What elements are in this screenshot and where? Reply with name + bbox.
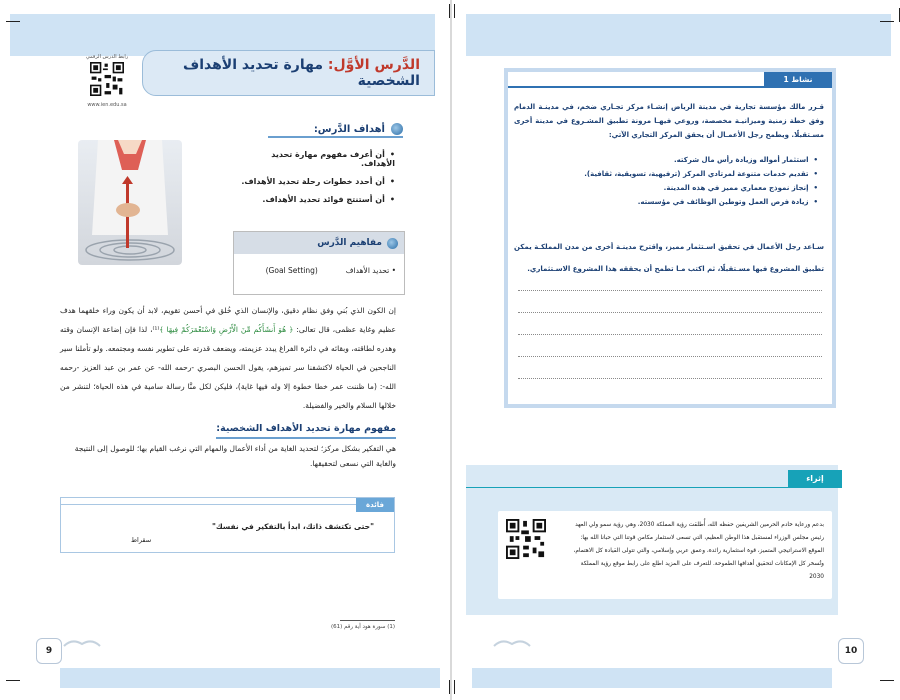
activity-intro: قـرر مالك مؤسسة تجارية في مدينة الرياض إنشـاء مركز تجـاري ضخم، في مدينـة الدمام وفق خطة زمنية وميزانيـة مخصصة، وروعي فيهـا مرونة تطبيق المشـروع في مدينة أخرى مسـتقبلًا. ويطمح رجل الأعمـال أن يحقق المركز التجاري الآتي:	[514, 103, 824, 139]
ministry-watermark-logo-icon	[482, 636, 542, 652]
enrichment-text: بدعم ورعاية خادم الحرمين الشريفين حفظه الله، أُطلقت رؤية المملكة 2030، وهي رؤية سمو ولي العهد رئيس مجلس الوزراء لمستقبل هذا الوطن العظيم، التي تسعى لاستثمار مكامن قوتنا التي حبانا الله بها: الموقع الاستراتيجي المتميز، قوة استثمارية رائدة، وعمق عربي وإسلامي، والتي تتولى القيادة كل الاهتمام، وتُسخر كل الإمكانات لتحقيق أهدافها الطموحة. للتعرف على المزيد اطلع على رابط موقع رؤية المملكة 2030	[573, 522, 824, 580]
ministry-watermark-logo-icon	[52, 636, 112, 652]
lesson-photo	[78, 140, 182, 265]
crop-mark	[454, 4, 468, 18]
activity-task: سـاعد رجل الأعمال في تحقيق اسـتثمار مميز، واقترح مدينـة أخرى من مدن المملكـة يمكن تطبيق المشروع فيها مسـتقبلًا، ثم اكتب مـا تطمح أن يحققه هذا المشروع الاسـتثماري.	[514, 243, 824, 273]
enrichment-body	[498, 511, 832, 599]
enrichment-label: إثراء	[788, 470, 842, 488]
answer-line[interactable]	[518, 290, 822, 291]
goal-item: • أن أستنتج فوائد تحديد الأهداف.	[235, 195, 395, 204]
activity-item: • إنجاز نموذج معماري مميز في هذه المدينة.	[528, 184, 818, 192]
tip-author: سقراط	[131, 536, 152, 544]
page-number-right: 10	[838, 638, 864, 664]
quran-verse: ﴿ هُوَ أَنشَأَكُم مِّنَ الْأَرْضِ وَاسْتَعْمَرَكُمْ فِيهَا ﴾	[159, 325, 294, 334]
crop-mark	[6, 680, 20, 694]
lesson-title-text: مهارة تحديد الأهداف الشخصية	[182, 57, 420, 89]
tip-quote: "حتى تكتشف ذاتك، ابدأ بالتفكير في نفسك"	[211, 522, 374, 531]
answer-line[interactable]	[518, 312, 822, 313]
concept-definition: هي التفكير بشكل مركز؛ لتحديد الغاية من أداء الأعمال والمهام التي نرغب القيام بها؛ للوصول إلى النتيجة والغاية التي نسعى لتحقيقها.	[74, 444, 396, 468]
answer-line[interactable]	[518, 356, 822, 357]
crop-mark	[436, 680, 450, 694]
page-number-left: 9	[36, 638, 62, 664]
qr-code-icon[interactable]	[506, 519, 546, 559]
tip-top-line	[61, 504, 356, 505]
concepts-heading	[234, 232, 404, 254]
crop-mark	[436, 4, 450, 18]
activity-item: • تقديم خدمات متنوعة لمرتادي المركز (ترفيهية، تسويقية، ثقافية).	[528, 170, 818, 178]
qr-url: www.ien.edu.sa	[87, 102, 127, 108]
man-at-target-illustration-icon	[78, 140, 182, 265]
activity-list	[528, 156, 818, 212]
answer-line[interactable]	[518, 378, 822, 379]
footnote-divider	[340, 620, 395, 621]
enrichment-box	[466, 465, 838, 615]
goals-heading	[268, 122, 403, 138]
activity-tab-line	[508, 86, 764, 88]
concept-arabic: تحديد الأهداف	[345, 266, 390, 275]
paragraph-before: إن الكون الذي بُني وفق نظام دقيق، والإنسان الذي خُلق في أحسن تقويم، لابد أن يكون وراء خلقهما هدف عظيم وغاية عظمى، قال تعالى:	[60, 306, 396, 334]
goal-item: • أن أعرف مفهوم مهارة تحديد الأهداف.	[235, 150, 395, 168]
activity-inner	[508, 72, 832, 404]
goals-list	[235, 150, 395, 213]
lesson-title-prefix: الدَّرس الأوَّل:	[327, 57, 420, 73]
activity-item: • استثمار أمواله وزيادة رأس مال شركته.	[528, 156, 818, 164]
footnote: (1) سورة هود آية رقم (61)	[331, 624, 395, 630]
right-page	[452, 0, 900, 700]
qr-caption: رابط الدرس الرقمي	[85, 54, 129, 60]
bottom-band	[60, 668, 440, 688]
goal-item: • أن أحدد خطوات رحلة تحديد الأهداف.	[235, 177, 395, 186]
vision-qr-link[interactable]	[506, 519, 546, 569]
enrichment-tab-line	[466, 487, 788, 488]
tip-label: فائدة	[356, 498, 394, 512]
lesson-qr-card[interactable]	[84, 54, 130, 124]
concepts-heading-text: مفاهيم الدَّرس	[317, 238, 382, 248]
bullet-circle-icon	[391, 123, 403, 135]
activity-label: نشاط 1	[764, 72, 832, 88]
qr-code-icon[interactable]	[90, 62, 124, 96]
bottom-band	[472, 668, 832, 688]
paragraph-after: ⁽¹⁾، لذا فإن إضاعة الإنسان وقته وهدره لطاقته، وبقائه في دائرة الفراغ يبدد عزيمته، ويضعف قدرته على تطوير نفسه ومجتمعه. ولو تأملنا سير الناجحين في الحياة لاكتشفنا سر تميزهم، يقول الحسن البصري -رحمه الله- عن عمر بن عبد العزيز -رحمه الله-: (ما ظننت عمر خطا خطوة إلا وله فيها غاية)، فليكن لكل منَّا رسالة سامية في هذه الحياة؛ لتنشر من خلالها السلام والخير والفضيلة.	[60, 325, 396, 410]
top-band	[466, 14, 891, 56]
lesson-title	[142, 50, 435, 96]
crop-mark	[880, 680, 894, 694]
goals-heading-text: أهداف الدَّرس:	[313, 123, 385, 135]
intro-paragraph	[60, 301, 396, 415]
crop-mark	[454, 680, 468, 694]
crop-mark	[886, 8, 900, 22]
bullet-circle-icon	[387, 238, 398, 249]
concepts-box	[233, 231, 405, 295]
activity-box	[504, 68, 836, 408]
answer-line[interactable]	[518, 334, 822, 335]
tip-box	[60, 497, 395, 553]
activity-item: • زيادة فرص العمل وتوطين الوظائف في مؤسسته.	[528, 198, 818, 206]
concept-subheading: مفهوم مهارة تحديد الأهداف الشخصية:	[216, 423, 396, 439]
concept-item: • تحديد الأهداف (Goal Setting)	[265, 266, 396, 275]
crop-mark	[6, 8, 20, 22]
concept-english: (Goal Setting)	[265, 266, 318, 275]
